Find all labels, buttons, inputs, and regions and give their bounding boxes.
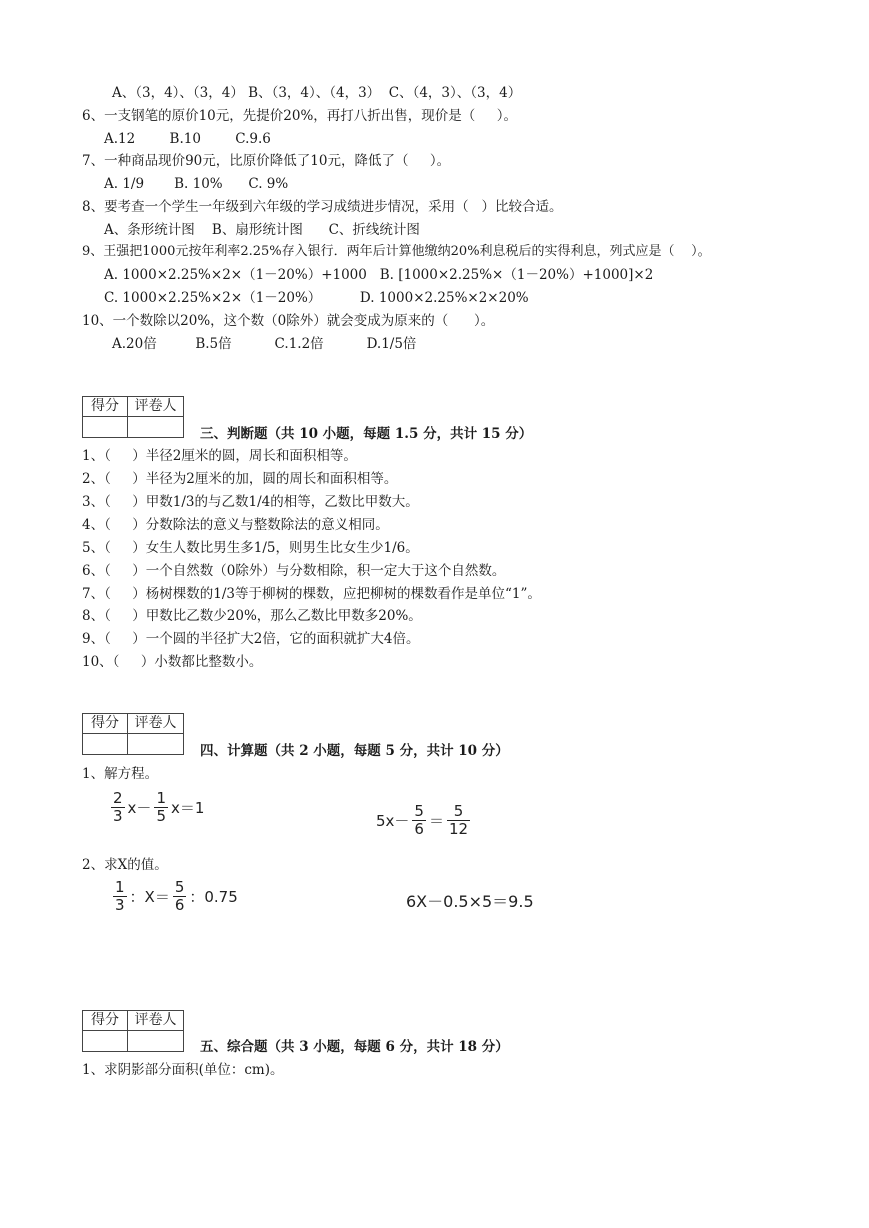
q9-text: 9、王强把1000元按年利率2.25%存入银行．两年后计算他缴纳20%利息税后的实得利息，列式应是（ ）。: [82, 244, 711, 259]
section3-title: 三、判断题（共 10 小题，每题 1.5 分，共计 15 分）: [200, 426, 533, 442]
q8-text: 8、要考查一个学生一年级到六年级的学习成绩进步情况，采用（ ）比较合适。: [82, 199, 563, 215]
q6-text: 6、一支钢笔的原价10元，先提价20%，再打八折出售，现价是（ ）。: [82, 108, 517, 124]
composite-q1: 1、求阴影部分面积(单位：cm)。: [82, 1062, 284, 1078]
calc-q1: 1、解方程。: [82, 766, 159, 782]
q8-options: A、条形统计图 B、扇形统计图 C、折线统计图: [104, 222, 420, 238]
q7-options: A. 1/9 B. 10% C. 9%: [104, 176, 289, 192]
judge-item: 2、（ ）半径为2厘米的加，圆的周长和面积相等。: [82, 471, 398, 487]
grader-label: 评卷人: [128, 1011, 183, 1031]
judge-item: 7、（ ）杨树棵数的1/3等于柳树的棵数，应把柳树的棵数看作是单位“1”。: [82, 586, 541, 602]
q6-options: A.12 B.10 C.9.6: [104, 131, 271, 147]
judge-item: 3、（ ）甲数1/3的与乙数1/4的相等，乙数比甲数大。: [82, 494, 419, 510]
judge-item: 1、（ ）半径2厘米的圆，周长和面积相等。: [82, 448, 357, 464]
judge-item: 5、（ ）女生人数比男生多1/5，则男生比女生少1/6。: [82, 540, 419, 556]
score-box: [82, 1010, 184, 1052]
calc-q2: 2、求X的值。: [82, 857, 168, 873]
grader-label: 评卷人: [128, 714, 183, 734]
q9-options-ab: A. 1000×2.25%×2×（1－20%）+1000 B. [1000×2.25%×（1－20%）+1000]×2: [104, 267, 654, 283]
score-box: [82, 713, 184, 755]
equation-2: 5x－ $\frac{5}{6}$ ＝ $\frac{5}{12}$: [376, 802, 469, 838]
judge-item: 4、（ ）分数除法的意义与整数除法的意义相同。: [82, 517, 389, 533]
judge-item: 6、（ ）一个自然数（0除外）与分数相除，积一定大于这个自然数。: [82, 563, 506, 579]
judge-item: 10、（ ）小数都比整数小。: [82, 654, 263, 670]
judge-item: 9、（ ）一个圆的半径扩大2倍，它的面积就扩大4倍。: [82, 631, 420, 647]
judge-item: 8、（ ）甲数比乙数少20%，那么乙数比甲数多20%。: [82, 608, 422, 624]
equation-4: 6X－0.5×5＝9.5: [406, 892, 534, 911]
score-label: 得分: [83, 714, 128, 734]
section5-title: 五、综合题（共 3 小题，每题 6 分，共计 18 分）: [200, 1039, 509, 1055]
section4-title: 四、计算题（共 2 小题，每题 5 分，共计 10 分）: [200, 743, 509, 759]
q5-options: A、（3，4）、（3，4） B、（3，4）、（4，3） C、（4，3）、（3，4）: [112, 85, 522, 101]
score-label: 得分: [83, 1011, 128, 1031]
q7-text: 7、一种商品现价90元，比原价降低了10元，降低了（ ）。: [82, 153, 451, 169]
equation-3: $\frac{1}{3}$ ：X＝ $\frac{5}{6}$ ：0.75: [115, 878, 238, 914]
score-box: [82, 396, 184, 438]
q10-text: 10、一个数除以20%，这个数（0除外）就会变成为原来的（ ）。: [82, 313, 495, 329]
q9-options-cd: C. 1000×2.25%×2×（1－20%） D. 1000×2.25%×2×20%: [104, 290, 529, 306]
equation-1: $\frac{2}{3}$ x－ $\frac{1}{5}$ x＝1: [113, 789, 205, 825]
grader-label: 评卷人: [128, 397, 183, 417]
score-label: 得分: [83, 397, 128, 417]
q10-options: A.20倍 B.5倍 C.1.2倍 D.1/5倍: [112, 336, 417, 352]
